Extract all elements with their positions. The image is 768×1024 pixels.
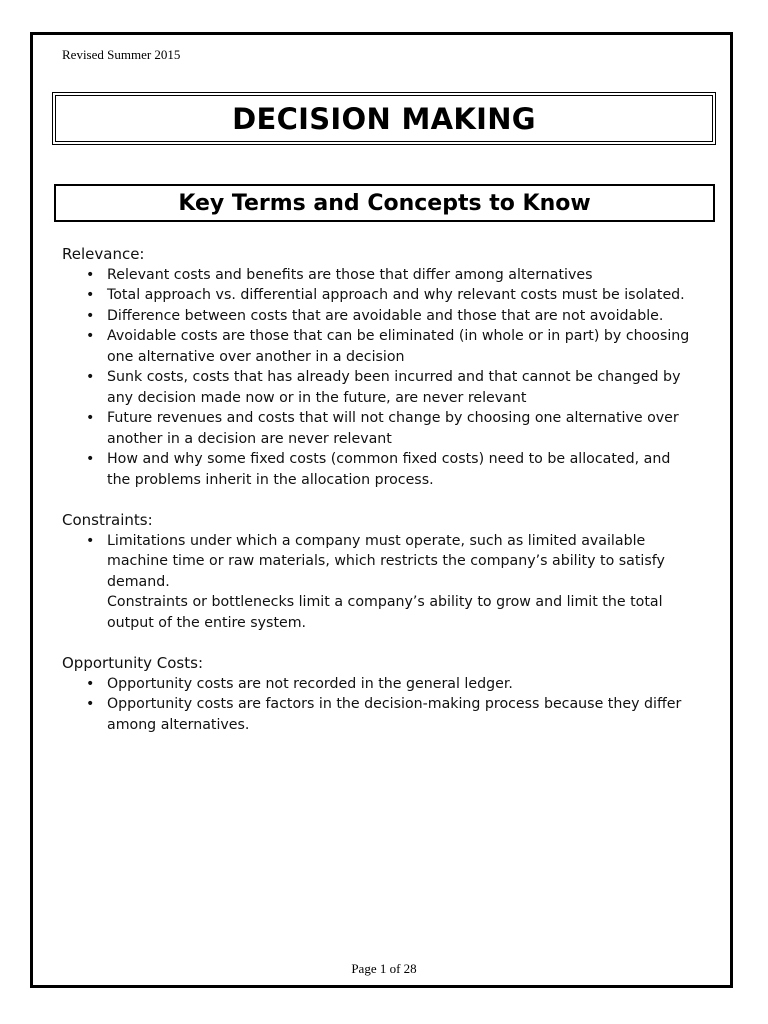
bullet-icon: • <box>86 532 95 549</box>
list-item: • Relevant costs and benefits are those that differ among alternatives <box>107 265 712 286</box>
bullet-icon: • <box>86 307 95 324</box>
revision-note: Revised Summer 2015 <box>62 47 181 62</box>
bullet-icon: • <box>86 696 95 712</box>
page-subtitle: Key Terms and Concepts to Know <box>178 190 591 216</box>
list-item: • Difference between costs that are avoidable and those that are not avoidable. <box>107 306 712 327</box>
section-heading: Relevance: <box>62 245 145 263</box>
list-item: • Avoidable costs are those that can be eliminated (in whole or in part) by choosing one alternative over another in a decision <box>86 328 690 365</box>
page-title: DECISION MAKING <box>232 101 536 136</box>
title-box <box>52 92 716 145</box>
list-item: • Opportunity costs are factors in the decision-making process because they differ among alternatives. <box>86 696 682 733</box>
bullet-icon: • <box>86 266 95 283</box>
section-relevance <box>62 244 712 490</box>
page-number: Page 1 of 28 <box>351 961 417 976</box>
bullet-icon: • <box>86 451 95 467</box>
content <box>62 244 712 735</box>
bullet-list <box>62 531 712 634</box>
section-heading: Constraints: <box>62 511 153 529</box>
section-opportunity-costs <box>62 653 712 735</box>
list-item: • Opportunity costs are not recorded in the general ledger. <box>107 674 712 695</box>
bullet-list <box>62 674 712 736</box>
list-item: • Future revenues and costs that will not change by choosing one alternative over another in a decision are never relevant <box>86 410 679 447</box>
list-item: • How and why some fixed costs (common fixed costs) need to be allocated, and the problems inherit in the allocation process. <box>86 451 671 488</box>
section-constraints <box>62 510 712 633</box>
list-item: • Total approach vs. differential approach and why relevant costs must be isolated. <box>107 285 712 306</box>
bullet-icon: • <box>86 287 95 303</box>
bullet-icon: • <box>86 410 95 426</box>
section-heading: Opportunity Costs: <box>62 654 203 672</box>
subtitle-box <box>54 184 715 222</box>
bullet-icon: • <box>86 369 95 385</box>
bullet-list <box>62 265 712 491</box>
bullet-icon: • <box>86 328 95 344</box>
list-item: • Sunk costs, costs that has already been incurred and that cannot be changed by any decision made now or in the future, are never relevant <box>86 369 681 406</box>
bullet-icon: • <box>86 675 95 692</box>
list-item: • Limitations under which a company must operate, such as limited available machine time or raw materials, which restricts the company’s ability to satisfy demand. Constraints or bottlenecks limit a company’s ability to grow and limit the total output of the entire system. <box>86 532 665 631</box>
